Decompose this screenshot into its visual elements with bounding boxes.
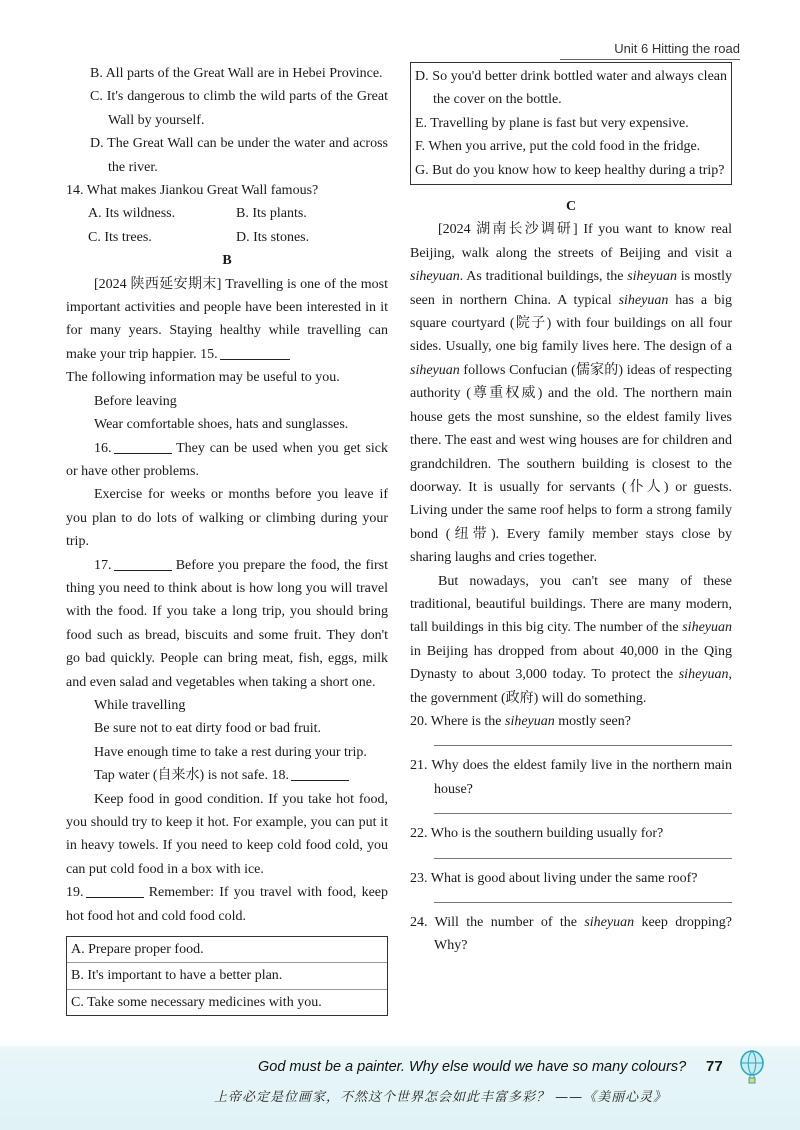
question-23: 23. What is good about living under the same roof? — [410, 870, 698, 886]
c-p2-part2: in Beijing has dropped from about 40,000 in the Qing Dynasty to about 3,000 today. To protect the — [410, 643, 732, 683]
motto-chinese: 上帝必定是位画家，不然这个世界怎会如此丰富多彩？ ——《美丽心灵》 — [214, 1090, 668, 1105]
unit-title: Unit 6 Hitting the road — [614, 41, 740, 56]
c-p2-part3: , the government (政府) will do something. — [410, 667, 732, 706]
question-20 — [410, 710, 732, 733]
balloon-icon — [738, 1050, 766, 1084]
tip-wear: Wear comfortable shoes, hats and sunglasses. — [94, 417, 349, 433]
c-paragraph-1 — [410, 218, 732, 569]
answer-line-22[interactable] — [434, 858, 732, 859]
answer-line-23[interactable] — [434, 902, 732, 903]
c-p1-part5: follows Confucian (儒家的) ideas of respecting authority (尊重权威) and the old. The northern main house gets the most sunshine, so the eldest family lives there. The east and west wing houses are for children and grandchildren. The southern building is closest to the doorway. It is usually for servants (仆人) or guests. Living under the same roof helps to form a strong family bond (纽带). Every family member stays close by sharing laughs and cries together. — [410, 362, 732, 566]
c-p2-part1: But nowadays, you can't see many of these traditional, beautiful buildings. There are many modern, tall buildings in this big city. The number of the — [410, 573, 732, 636]
tip-keep-food: Keep food in good condition. If you take hot food, you should try to keep it hot. For example, you can put it in heavy towels. If you need to keep cold food cold, you can put cold food in a box with ice. — [66, 791, 388, 877]
q24-text-b: keep dropping? Why? — [434, 915, 732, 954]
box-option-c: C. Take some necessary medicines with you. — [67, 989, 387, 1015]
para-19 — [66, 881, 388, 928]
answer-line-20[interactable] — [434, 745, 732, 746]
section-c-title: C — [565, 199, 577, 215]
text-19: Remember: If you travel with food, keep hot food hot and cold food cold. — [66, 885, 388, 924]
answer-line-21[interactable] — [434, 813, 732, 814]
q24-text-a: 24. Will the number of the — [410, 915, 585, 930]
siheyuan-term: siheyuan — [584, 915, 635, 930]
page-footer — [0, 1046, 800, 1130]
tip-exercise: Exercise for weeks or months before you leave if you plan to do lots of walking or climbing during your trip. — [66, 487, 388, 550]
q13-option-b: B. All parts of the Great Wall are in Hebei Province. — [90, 66, 383, 81]
siheyuan-term: siheyuan — [678, 667, 729, 683]
blank-19 — [86, 883, 144, 898]
left-column — [66, 62, 388, 1016]
num-17: 17. — [94, 557, 112, 573]
num-19: 19. — [66, 885, 84, 901]
box-option-b: B. It's important to have a better plan. — [67, 962, 387, 988]
text-17: Before you prepare the food, the first thing you need to think about is how long you will travel with the food. If you take a long trip, you should bring food such as bread, biscuits and some fruit. They don't go bad quickly. People can bring meat, fish, eggs, milk and even salad and vegetables when taking a short one. — [66, 557, 388, 690]
tip-be-sure: Be sure not to eat dirty food or bad fruit. — [94, 721, 322, 737]
c-paragraph-2 — [410, 570, 732, 710]
q20-text-b: mostly seen? — [554, 713, 631, 729]
blank-16 — [114, 439, 172, 454]
b-intro-text: [2024 陕西延安期末] Travelling is one of the most important activities and people have been interested in it for many years. Staying healthy while travelling can make your trip happier. 15. — [66, 276, 388, 362]
box-option-d: D. So you'd better drink bottled water and always clean the cover on the bottle. — [415, 69, 727, 108]
siheyuan-term: siheyuan — [618, 292, 669, 308]
blank-18 — [291, 766, 349, 781]
c-p1-part1: [2024 湖南长沙调研] If you want to know real Beijing, walk along the streets of Beijing and visit a — [410, 222, 732, 261]
options-box-right — [410, 62, 732, 185]
q20-text-a: 20. Where is the — [410, 713, 505, 729]
box-option-f: F. When you arrive, put the cold food in the fridge. — [415, 139, 701, 155]
q14-options-row-1 — [66, 202, 388, 225]
blank-17 — [114, 556, 172, 571]
options-box-left — [66, 936, 388, 1016]
c-p1-part3: is mostly seen in northern China. A typical — [410, 269, 732, 308]
b-intro-2: The following information may be useful to you. — [66, 370, 340, 386]
para-17 — [66, 554, 388, 694]
num-16: 16. — [94, 440, 112, 456]
text-16: They can be used when you get sick or have other problems. — [66, 440, 388, 479]
q14-question: 14. What makes Jiankou Great Wall famous? — [66, 183, 319, 199]
motto-english: God must be a painter. Why else would we have so many colours? — [258, 1059, 687, 1075]
c-p1-part4: has a big square courtyard (院子) with four buildings on all four sides. Usually, one big family lives here. The design of a — [410, 292, 733, 355]
heading-before-leaving: Before leaving — [94, 393, 177, 409]
b-intro — [66, 273, 388, 367]
question-22: 22. Who is the southern building usually for? — [410, 826, 664, 842]
question-21: 21. Why does the eldest family live in the northern main house? — [410, 758, 732, 797]
text-18: Tap water (自来水) is not safe. 18. — [94, 768, 289, 784]
box-option-a: A. Prepare proper food. — [71, 942, 204, 958]
heading-while-travelling: While travelling — [94, 697, 186, 713]
tip-rest: Have enough time to take a rest during your trip. — [94, 744, 367, 760]
q14-option-c: C. Its trees. — [88, 229, 152, 245]
siheyuan-term: siheyuan — [627, 269, 677, 285]
box-option-e: E. Travelling by plane is fast but very expensive. — [415, 115, 689, 131]
q14-option-a: A. Its wildness. — [88, 206, 176, 222]
q14-option-b: B. Its plants. — [236, 206, 307, 222]
box-option-g: G. But do you know how to keep healthy during a trip? — [415, 162, 725, 178]
q13-option-c: C. It's dangerous to climb the wild parts of the Great Wall by yourself. — [90, 89, 388, 128]
c-p1-part2: . As traditional buildings, the — [459, 269, 628, 285]
section-b-title: B — [222, 253, 232, 269]
q13-option-d: D. The Great Wall can be under the water and across the river. — [90, 136, 388, 175]
question-24 — [410, 911, 732, 958]
right-column — [410, 62, 732, 958]
siheyuan-term: siheyuan — [505, 713, 555, 729]
para-18 — [66, 764, 388, 787]
para-16 — [66, 437, 388, 484]
blank-15 — [220, 345, 290, 360]
q14-options-row-2 — [66, 226, 388, 249]
header-rule — [560, 59, 740, 60]
siheyuan-term: siheyuan — [410, 362, 460, 378]
page-header — [560, 40, 740, 60]
page-number: 77 — [706, 1058, 723, 1075]
siheyuan-term: siheyuan — [410, 269, 460, 285]
q14-option-d: D. Its stones. — [236, 229, 310, 245]
siheyuan-term: siheyuan — [682, 620, 732, 636]
